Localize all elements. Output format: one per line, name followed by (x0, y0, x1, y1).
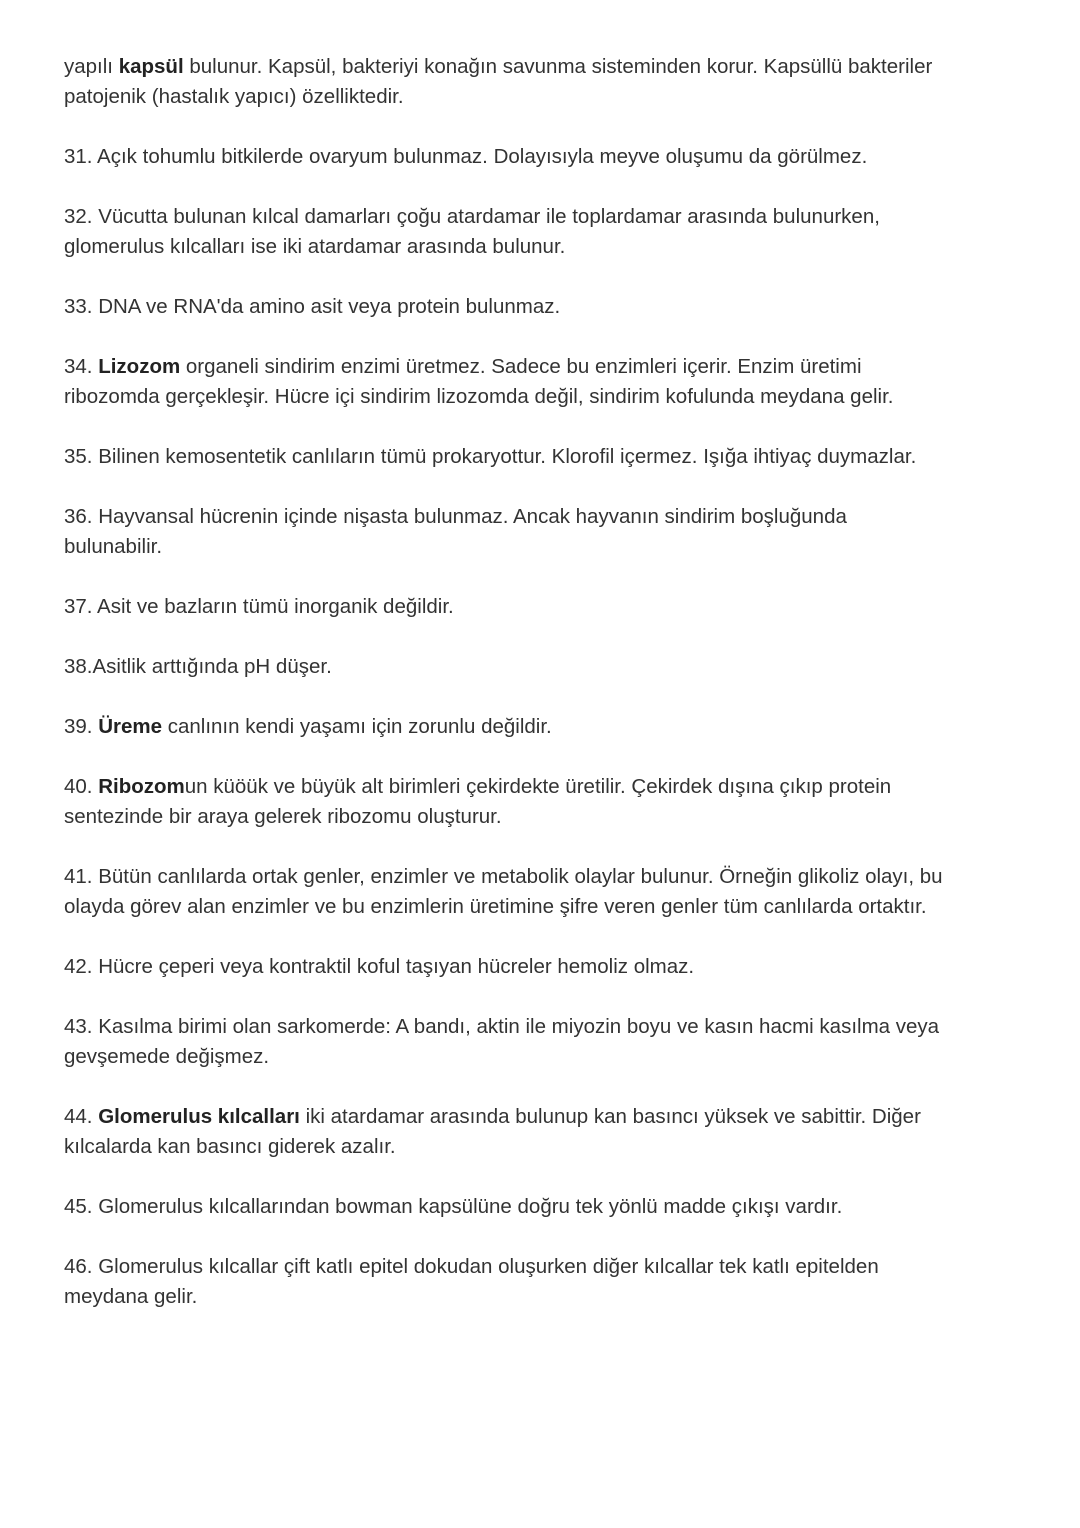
paragraph-39 (64, 712, 944, 742)
paragraph-text: 43. Kasılma birimi olan sarkomerde: A bandı, aktin ile miyozin boyu ve kasın hacmi kasılma veya gevşemede değişmez. (64, 1015, 940, 1068)
paragraph-text: 41. Bütün canlılarda ortak genler, enzimler ve metabolik olaylar bulunur. Örneğin glikoliz olayı, bu olayda görev alan enzimler ve bu enzimlerin üretimine şifre veren genler tüm canlılarda ortaktır. (64, 865, 943, 918)
paragraph-text: 36. Hayvansal hücrenin içinde nişasta bulunmaz. Ancak hayvanın sindirim boşluğunda bulunabilir. (64, 505, 847, 558)
bold-term: Lizozom (98, 355, 181, 378)
paragraph-38 (64, 652, 944, 682)
paragraph-text: 46. Glomerulus kılcallar çift katlı epitel dokudan oluşurken diğer kılcallar tek katlı epitelden meydana gelir. (64, 1255, 879, 1308)
paragraph-43 (64, 1012, 944, 1072)
paragraph-34 (64, 352, 944, 412)
paragraph-text: 31. Açık tohumlu bitkilerde ovaryum bulunmaz. Dolayısıyla meyve oluşumu da görülmez. (64, 145, 868, 168)
paragraph-41 (64, 862, 944, 922)
paragraph-35 (64, 442, 944, 472)
paragraph-42 (64, 952, 944, 982)
paragraph-text: 37. Asit ve bazların tümü inorganik değildir. (64, 595, 454, 618)
paragraph-37 (64, 592, 944, 622)
paragraph-45 (64, 1192, 944, 1222)
paragraph-text: yapılı (64, 55, 119, 78)
paragraph-31 (64, 142, 944, 172)
paragraph-text: iki atardamar arasında bulunup kan basıncı yüksek ve sabittir. Diğer kılcalarda kan basıncı giderek azalır. (64, 1105, 921, 1158)
paragraph-text: 32. Vücutta bulunan kılcal damarları çoğu atardamar ile toplardamar arasında bulunurken, glomerulus kılcalları ise iki atardamar arasında bulunur. (64, 205, 880, 258)
paragraph-text: canlının kendi yaşamı için zorunlu değildir. (162, 715, 552, 738)
paragraph-text: un küöük ve büyük alt birimleri çekirdekte üretilir. Çekirdek dışına çıkıp protein sentezinde bir araya gelerek ribozomu oluşturur. (64, 775, 892, 828)
paragraph-40 (64, 772, 944, 832)
paragraph-text: 45. Glomerulus kılcallarından bowman kapsülüne doğru tek yönlü madde çıkışı vardır. (64, 1195, 843, 1218)
bold-term: kapsül (118, 55, 184, 78)
bold-term: Glomerulus kılcalları (98, 1105, 300, 1128)
paragraph-46 (64, 1252, 944, 1312)
paragraph-text: 40. (64, 775, 99, 798)
paragraph-36 (64, 502, 944, 562)
paragraph-text: 42. Hücre çeperi veya kontraktil koful taşıyan hücreler hemoliz olmaz. (64, 955, 695, 978)
paragraph-32 (64, 202, 944, 262)
paragraph-kapsul (64, 52, 944, 112)
paragraph-text: 33. DNA ve RNA'da amino asit veya protein bulunmaz. (64, 295, 561, 318)
paragraph-text: 34. (64, 355, 99, 378)
paragraph-text: 38.Asitlik arttığında pH düşer. (64, 655, 332, 678)
paragraph-33 (64, 292, 944, 322)
paragraph-text: bulunur. Kapsül, bakteriyi konağın savunma sisteminden korur. Kapsüllü bakteriler patojenik (hastalık yapıcı) özelliktedir. (64, 55, 933, 108)
paragraph-text: organeli sindirim enzimi üretmez. Sadece bu enzimleri içerir. Enzim üretimi ribozomda gerçekleşir. Hücre içi sindirim lizozomda değil, sindirim kofulunda meydana gelir. (64, 355, 894, 408)
paragraph-text: 44. (64, 1105, 99, 1128)
document-body (64, 52, 944, 1342)
bold-term: Üreme (98, 715, 163, 738)
paragraph-text: 35. Bilinen kemosentetik canlıların tümü prokaryottur. Klorofil içermez. Işığa ihtiyaç duymazlar. (64, 445, 917, 468)
paragraph-text: 39. (64, 715, 99, 738)
bold-term: Ribozom (98, 775, 185, 798)
paragraph-44 (64, 1102, 944, 1162)
